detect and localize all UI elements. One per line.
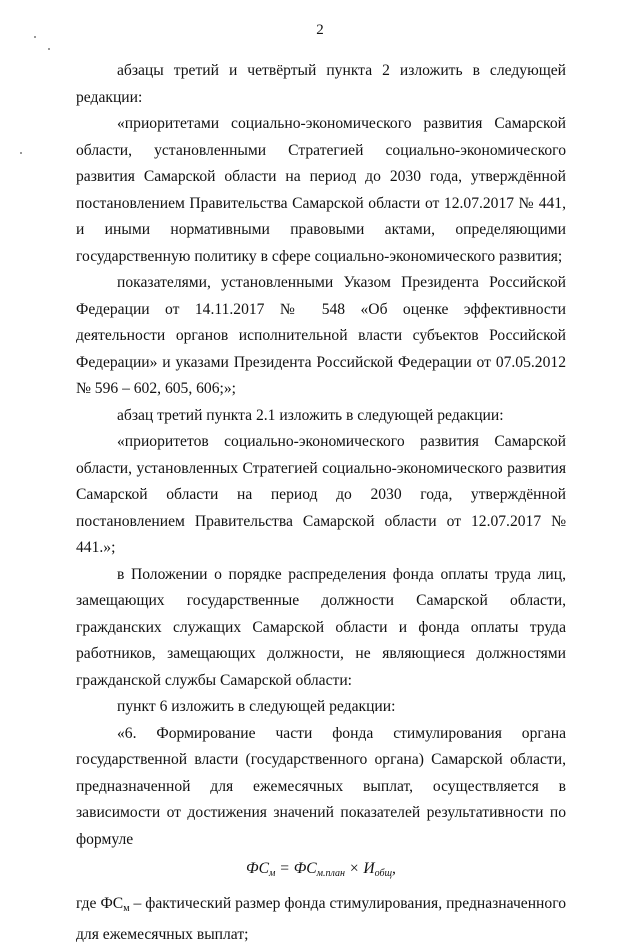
formula-rhs1-subscript: м.план	[316, 868, 345, 879]
formula	[76, 856, 566, 888]
formula-lhs-subscript: м	[269, 868, 276, 879]
paragraph: «приоритетами социально-экономического развития Самарской области, установленными Стратегией социально-экономического развития Самарской области на период до 2030 года, утверждённой постановлением Правительства Самарской области от 12.07.2017 № 441, и иными нормативными правовыми актами, определяющими государственную политику в сфере социально-экономического развития;	[76, 115, 566, 265]
formula-end: ,	[392, 860, 396, 877]
formula-times: ×	[345, 860, 364, 877]
where-rest: – фактический размер фонда стимулирования, предназначенного для ежемесячных выплат;	[76, 894, 566, 943]
page-number: 2	[316, 22, 324, 38]
paragraph: абзацы третий и четвёртый пункта 2 изложить в следующей редакции:	[76, 62, 566, 106]
document-body	[76, 58, 566, 949]
formula-equals: =	[275, 860, 294, 877]
paragraph: показателями, установленными Указом Президента Российской Федерации от 14.11.2017 № 548 «Об оценке эффективности деятельности органов исполнительной власти субъектов Российской Федерации» и указами Президента Российской Федерации от 07.05.2012 № 596 – 602, 605, 606;»;	[76, 274, 566, 397]
paragraph: пункт 6 изложить в следующей редакции:	[117, 698, 396, 715]
where-clause	[76, 891, 566, 949]
paragraph: «приоритетов социально-экономического развития Самарской области, установленных Стратегией социально-экономического развития Самарской области на период до 2030 года, утверждённой постановлением Правительства Самарской области от 12.07.2017 № 441.»;	[76, 433, 566, 556]
where-prefix: где ФС	[76, 894, 124, 912]
paragraph: абзац третий пункта 2.1 изложить в следующей редакции:	[117, 406, 504, 424]
formula-lhs: ФС	[246, 860, 269, 877]
paragraph: «6. Формирование части фонда стимулирования органа государственной власти (государственного органа) Самарской области, предназначенной для ежемесячных выплат, осуществляется в зависимости от достижения значений показателей результативности по формуле	[76, 724, 566, 848]
scan-speck	[48, 48, 50, 50]
where-subscript: м	[123, 902, 130, 914]
paragraph: в Положении о порядке распределения фонда оплаты труда лиц, замещающих государственные должности Самарской области, гражданских служащих Самарской области и фонда оплаты труда работников, замещающих должности, не являющиеся должностями гражданской службы Самарской области:	[76, 565, 566, 689]
formula-rhs1: ФС	[293, 860, 317, 877]
scan-speck	[20, 152, 22, 154]
formula-rhs2-subscript: общ	[374, 868, 393, 879]
formula-rhs2: И	[363, 860, 375, 877]
